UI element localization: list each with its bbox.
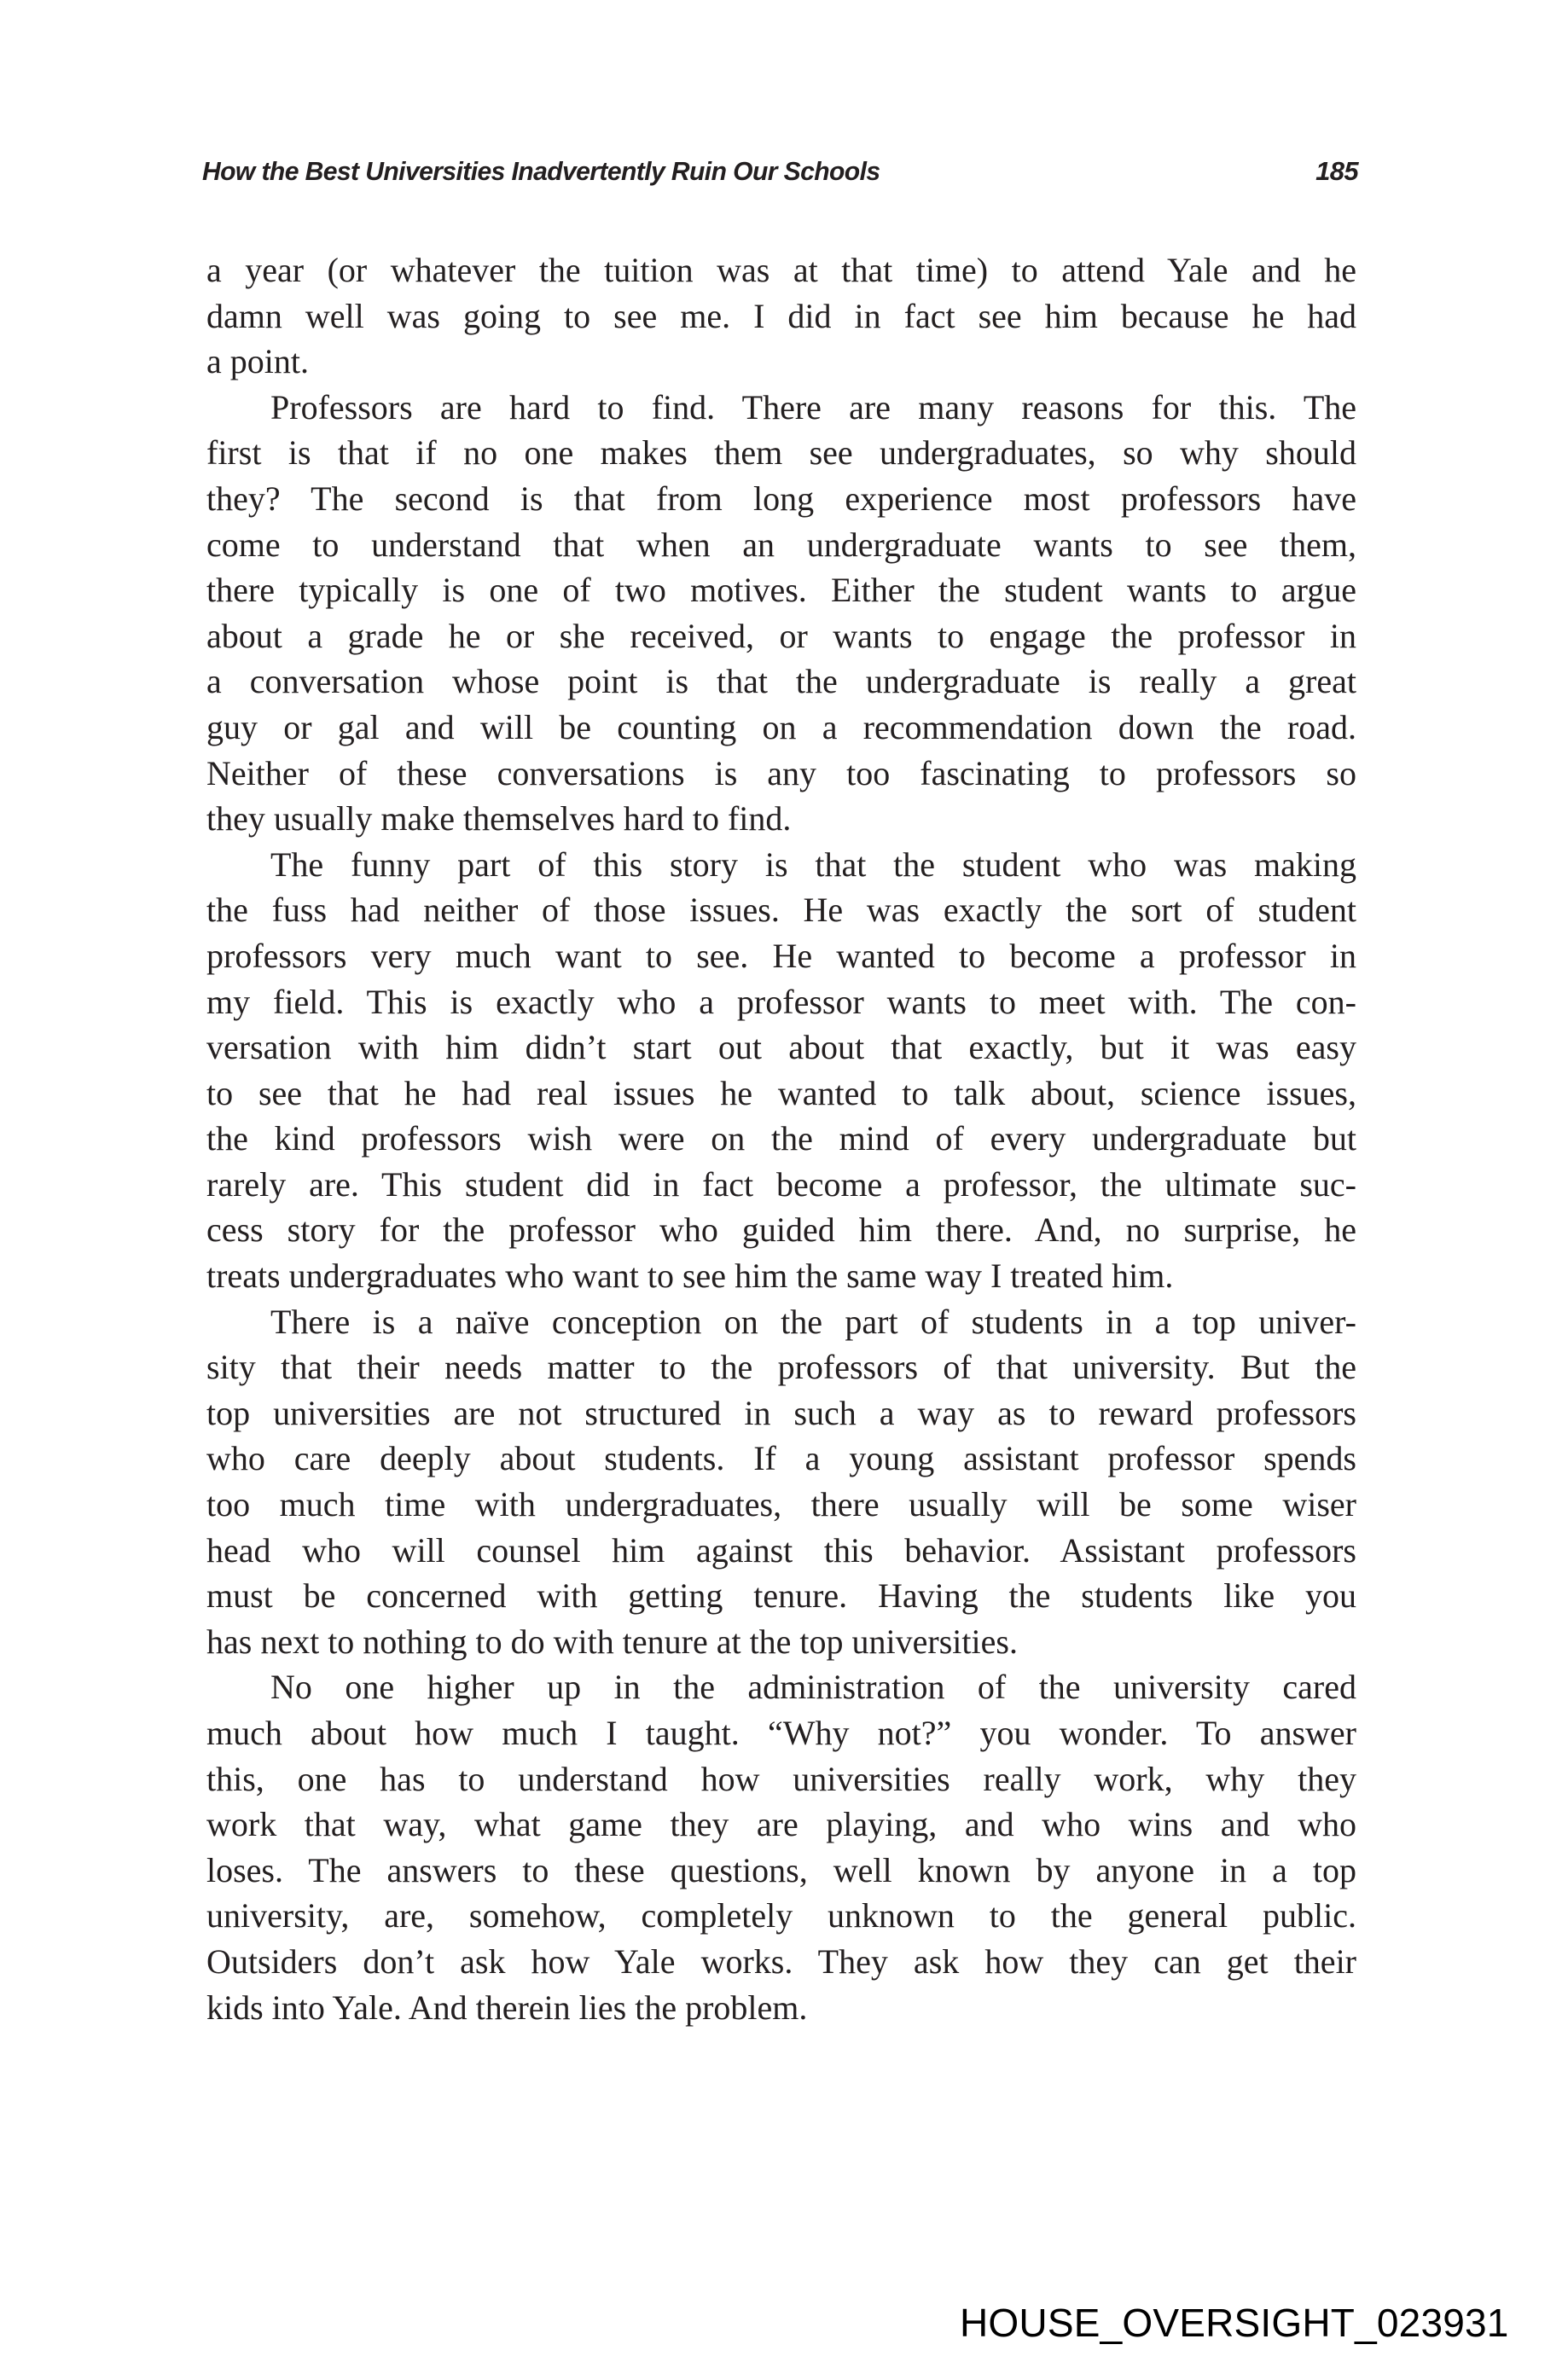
text-line: a point.: [206, 342, 309, 381]
paragraph: [206, 385, 1356, 842]
text-line: Neither of these conversations is any too fascinating to professors so: [206, 753, 1356, 792]
text-line: must be concerned with getting tenure. Having the students like you: [206, 1576, 1356, 1616]
text-line: work that way, what game they are playing, and who wins and who: [206, 1805, 1356, 1844]
text-line: a year (or whatever the tuition was at that time) to attend Yale and he: [206, 251, 1356, 289]
paragraph: [206, 1299, 1356, 1665]
text-line: there typically is one of two motives. Either the student wants to argue: [206, 571, 1356, 610]
text-line: has next to nothing to do with tenure at the top universities.: [206, 1622, 1018, 1661]
text-line: sity that their needs matter to the professors of that university. But the: [206, 1348, 1356, 1387]
text-line: rarely are. This student did in fact become a professor, the ultimate suc-: [206, 1164, 1356, 1204]
text-line: they usually make themselves hard to find.: [206, 799, 792, 839]
text-line: the kind professors wish were on the mind of every undergraduate but: [206, 1119, 1356, 1158]
text-line: damn well was going to see me. I did in fact see him because he had: [206, 296, 1356, 335]
text-line: the fuss had neither of those issues. He was exactly the sort of student: [206, 891, 1356, 930]
page-number: 185: [1315, 156, 1358, 186]
paragraph: [206, 1664, 1356, 2030]
text-line: Outsiders don’t ask how Yale works. They ask how they can get their: [206, 1941, 1356, 1981]
text-line: too much time with undergraduates, there usually will be some wiser: [206, 1485, 1356, 1524]
text-line: cess story for the professor who guided him there. And, no surprise, he: [206, 1210, 1356, 1250]
text-line: a conversation whose point is that the undergraduate is really a great: [206, 662, 1356, 701]
text-line: guy or gal and will be counting on a recommendation down the road.: [206, 707, 1356, 746]
text-line: The funny part of this story is that the student who was making: [270, 844, 1356, 884]
text-line: university, are, somehow, completely unknown to the general public.: [206, 1896, 1356, 1935]
text-line: come to understand that when an undergraduate wants to see them,: [206, 525, 1356, 564]
text-line: kids into Yale. And therein lies the problem.: [206, 1988, 808, 2027]
bates-stamp: HOUSE_OVERSIGHT_023931: [960, 2301, 1509, 2345]
text-line: they? The second is that from long experience most professors have: [206, 479, 1356, 518]
text-line: There is a naïve conception on the part of students in a top univer-: [270, 1302, 1356, 1341]
text-line: versation with him didn’t start out about that exactly, but it was easy: [206, 1028, 1356, 1067]
text-line: No one higher up in the administration of the university cared: [270, 1668, 1356, 1707]
text-line: Professors are hard to find. There are many reasons for this. The: [270, 387, 1356, 427]
running-header: [202, 156, 1358, 190]
text-line: loses. The answers to these questions, well known by anyone in a top: [206, 1850, 1356, 1889]
body-text: [206, 247, 1356, 2030]
text-line: top universities are not structured in such a way as to reward professors: [206, 1393, 1356, 1432]
text-line: this, one has to understand how universities really work, why they: [206, 1759, 1356, 1798]
paragraph: [206, 842, 1356, 1299]
text-line: much about how much I taught. “Why not?” you wonder. To answer: [206, 1714, 1356, 1752]
text-line: to see that he had real issues he wanted to talk about, science issues,: [206, 1073, 1356, 1112]
text-line: about a grade he or she received, or wants to engage the professor in: [206, 616, 1356, 655]
text-line: first is that if no one makes them see undergraduates, so why should: [206, 433, 1356, 473]
text-line: treats undergraduates who want to see him the same way I treated him.: [206, 1256, 1174, 1296]
text-line: who care deeply about students. If a young assistant professor spends: [206, 1439, 1356, 1478]
running-title: How the Best Universities Inadvertently Ruin Our Schools: [202, 156, 880, 186]
text-line: my field. This is exactly who a professor wants to meet with. The con-: [206, 982, 1356, 1021]
text-line: professors very much want to see. He wanted to become a professor in: [206, 936, 1356, 975]
paragraph: [206, 247, 1356, 385]
text-line: head who will counsel him against this behavior. Assistant professors: [206, 1530, 1356, 1570]
